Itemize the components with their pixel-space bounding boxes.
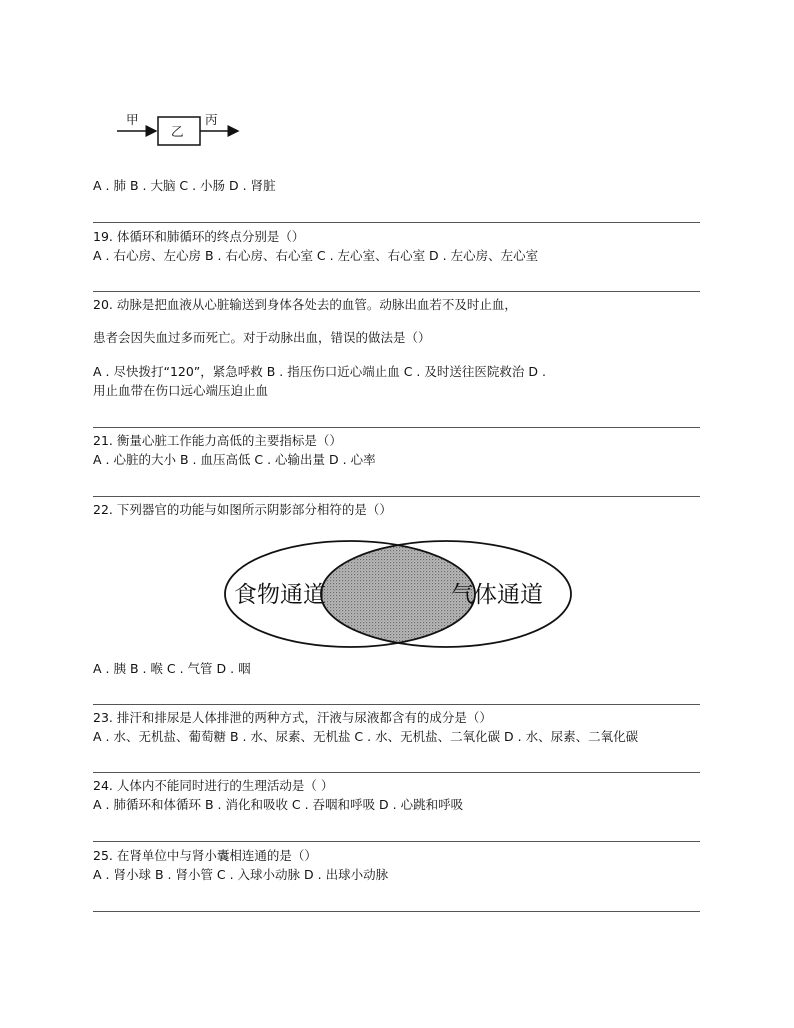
divider — [93, 222, 700, 223]
q21-stem: 21. 衡量心脏工作能力高低的主要指标是（） — [93, 433, 342, 448]
process-box-label: 乙 — [171, 124, 184, 139]
q20-options-line2: 用止血带在伤口远心端压迫止血 — [93, 383, 269, 398]
q25-stem: 25. 在肾单位中与肾小囊相连通的是（） — [93, 848, 317, 863]
q19-stem: 19. 体循环和肺循环的终点分别是（） — [93, 229, 305, 244]
q20-options-line1: A . 尽快拨打“120”，紧急呼救 B . 指压伤口近心端止血 C . 及时送往医院救治 D . — [93, 364, 546, 379]
input-label: 甲 — [126, 112, 139, 127]
divider — [93, 427, 700, 428]
q25-options: A . 肾小球 B . 肾小管 C . 入球小动脉 D . 出球小动脉 — [93, 867, 389, 882]
divider — [93, 291, 700, 292]
venn-right-label: 气体通道 — [451, 582, 543, 608]
flow-diagram — [112, 108, 252, 152]
q19-options: A . 右心房、左心房 B . 右心房、右心室 C . 左心室、右心室 D . 左心房、左心室 — [93, 248, 539, 263]
q24-stem: 24. 人体内不能同时进行的生理活动是（ ） — [93, 778, 334, 793]
output-label: 丙 — [205, 112, 218, 127]
q23-stem: 23. 排汗和排尿是人体排泄的两种方式，汗液与尿液都含有的成分是（） — [93, 710, 492, 725]
q20-stem-line2: 患者会因失血过多而死亡。对于动脉出血，错误的做法是（） — [93, 330, 431, 345]
divider — [93, 911, 700, 912]
divider — [93, 496, 700, 497]
divider — [93, 841, 700, 842]
divider — [93, 772, 700, 773]
q18-options: A . 肺 B . 大脑 C . 小肠 D . 肾脏 — [93, 178, 276, 193]
q23-options: A . 水、无机盐、葡萄糖 B . 水、尿素、无机盐 C . 水、无机盐、二氧化碳 D . 水、尿素、二氧化碳 — [93, 729, 639, 744]
q22-options: A . 胰 B . 喉 C . 气管 D . 咽 — [93, 661, 251, 676]
divider — [93, 704, 700, 705]
q24-options: A . 肺循环和体循环 B . 消化和吸收 C . 吞咽和呼吸 D . 心跳和呼吸 — [93, 797, 464, 812]
venn-left-label: 食物通道 — [234, 582, 326, 608]
q20-stem-line1: 20. 动脉是把血液从心脏输送到身体各处去的血管。动脉出血若不及时止血， — [93, 297, 517, 312]
q22-stem: 22. 下列器官的功能与如图所示阴影部分相符的是（） — [93, 502, 392, 517]
q21-options: A . 心脏的大小 B . 血压高低 C . 心输出量 D . 心率 — [93, 452, 376, 467]
venn-diagram — [222, 538, 574, 650]
